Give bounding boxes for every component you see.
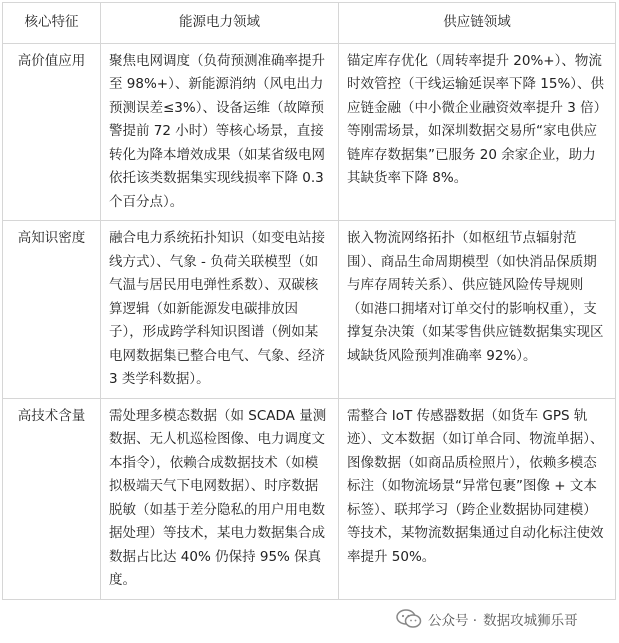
wechat-icon: [396, 609, 422, 629]
comparison-table: [2, 2, 616, 600]
cell-energy-knowledge: 融合电力系统拓扑知识（如变电站接线方式）、气象 - 负荷关联模型（如气温与居民用电弹性系数）、双碳核算逻辑（如新能源发电碳排放因子），形成跨学科知识图谱（例如某电网数据集已整合电气、气象、经济 3 类学科数据）。: [101, 221, 339, 399]
header-supply: 供应链领域: [339, 3, 616, 44]
table-row: [3, 398, 616, 599]
row-feature-high-value: 高价值应用: [3, 43, 101, 221]
cell-energy-technology: 需处理多模态数据（如 SCADA 量测数据、无人机巡检图像、电力调度文本指令），依赖合成数据技术（如模拟极端天气下电网数据）、时序数据脱敏（如基于差分隐私的用户用电数据处理）等技术，某电力数据集合成数据占比达 40% 仍保持 95% 保真度。: [101, 398, 339, 599]
cell-supply-knowledge: 嵌入物流网络拓扑（如枢纽节点辐射范围）、商品生命周期模型（如快消品保质期与库存周转关系）、供应链风险传导规则（如港口拥堵对订单交付的影响权重），支撑复杂决策（如某零售供应链数据集实现区域缺货风险预判准确率 92%）。: [339, 221, 616, 399]
table-row: [3, 43, 616, 221]
table-row: [3, 221, 616, 399]
watermark-prefix: 公众号 ·: [428, 613, 478, 629]
watermark: [396, 604, 616, 634]
table-header-row: [3, 3, 616, 44]
watermark-account-name: 数据攻城狮乐哥: [483, 613, 578, 629]
cell-energy-high-value: 聚焦电网调度（负荷预测准确率提升至 98%+）、新能源消纳（风电出力预测误差≤3%）、设备运维（故障预警提前 72 小时）等核心场景，直接转化为降本增效成果（如某省级电网依托该类数据集实现线损率下降 0.3 个百分点）。: [101, 43, 339, 221]
header-energy: 能源电力领域: [101, 3, 339, 44]
row-feature-technology: 高技术含量: [3, 398, 101, 599]
cell-supply-technology: 需整合 IoT 传感器数据（如货车 GPS 轨迹）、文本数据（如订单合同、物流单据）、图像数据（如商品质检照片），依赖多模态标注（如物流场景“异常包裹”图像 + 文本标签）、联邦学习（跨企业数据协同建模）等技术，某物流数据集通过自动化标注使效率提升 50%。: [339, 398, 616, 599]
header-feature: 核心特征: [3, 3, 101, 44]
row-feature-knowledge: 高知识密度: [3, 221, 101, 399]
cell-supply-high-value: 锚定库存优化（周转率提升 20%+）、物流时效管控（干线运输延误率下降 15%）、供应链金融（中小微企业融资效率提升 3 倍）等刚需场景，如深圳数据交易所“家电供应链库存数据集”已服务 20 余家企业，助力其缺货率下降 8%。: [339, 43, 616, 221]
